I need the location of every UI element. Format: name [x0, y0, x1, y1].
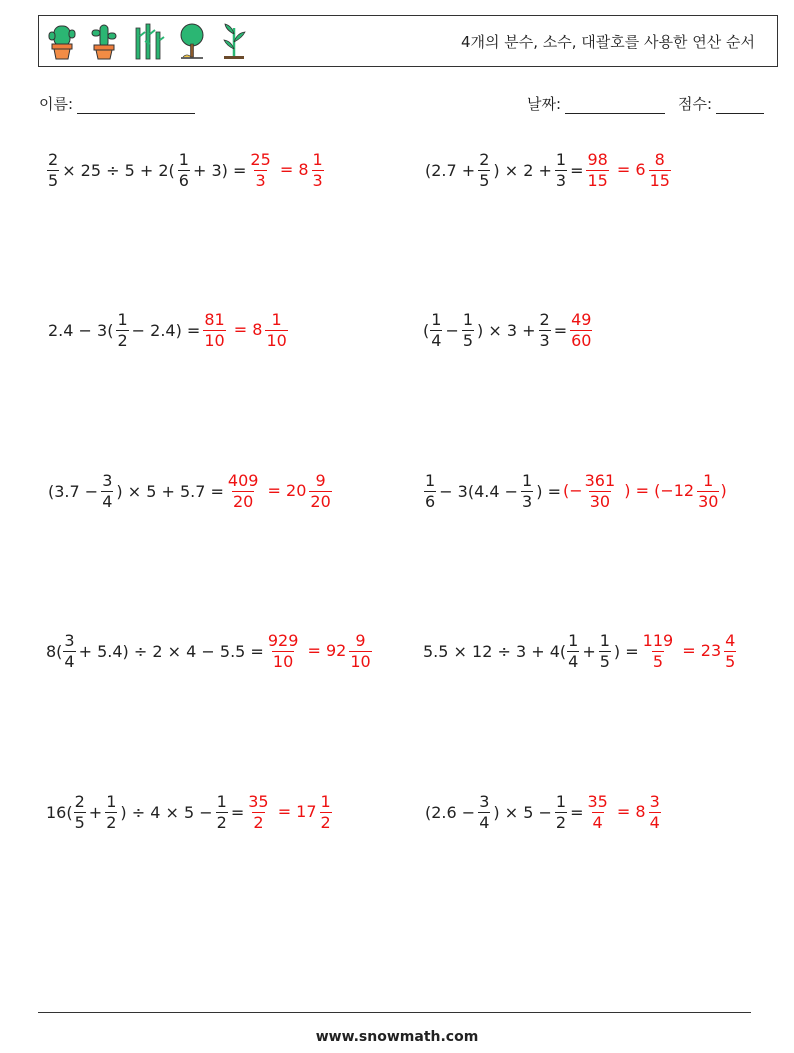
problem-8: [423, 626, 737, 676]
fraction: $\frac{1}{6}$: [178, 149, 189, 190]
date-field: [527, 93, 665, 114]
fraction: $\frac{1}{4}$: [431, 309, 442, 350]
expression-text: +: [582, 641, 596, 661]
tree-icon: [177, 22, 207, 60]
fraction: $\frac{3}{4}$: [64, 630, 75, 671]
fraction: $\frac{1}{4}$: [568, 630, 579, 671]
answer: $\frac{119}{5}$ = 23 $\frac{4}{5}$: [642, 630, 736, 671]
expression-text: + 3) =: [192, 160, 247, 180]
fraction: $\frac{1}{3}$: [522, 470, 533, 511]
name-field: [39, 93, 195, 114]
expression-text: =: [553, 320, 568, 340]
fraction: $\frac{1}{6}$: [425, 470, 436, 511]
fraction: $\frac{3}{4}$: [479, 791, 490, 832]
sprout-icon: [219, 22, 249, 60]
fraction: $\frac{3}{4}$: [102, 470, 113, 511]
name-label: 이름:: [39, 95, 74, 113]
expression-text: −: [445, 320, 459, 340]
icon-row: [47, 22, 249, 60]
problem-6: [423, 466, 727, 516]
worksheet-title: 4개의 분수, 소수, 대괄호를 사용한 연산 순서: [460, 33, 755, 51]
fraction: $\frac{1}{2}$: [555, 791, 567, 832]
date-label: 날짜:: [527, 95, 562, 113]
expression-text: =: [230, 802, 245, 822]
cactus-pot-icon: [89, 22, 119, 60]
expression-text: ) =: [613, 641, 639, 661]
expression-text: ) × 5 −: [493, 802, 552, 822]
score-field: [678, 93, 764, 114]
problem-3: [46, 305, 289, 355]
expression-text: − 3(4.4 −: [439, 481, 519, 501]
problem-10: [423, 787, 662, 837]
expression-text: (: [423, 320, 430, 340]
fraction: $\frac{2}{3}$: [539, 309, 550, 350]
expression-text: − 2.4) =: [131, 320, 201, 340]
fraction: $\frac{1}{3}$: [555, 149, 567, 190]
problem-7: [46, 626, 373, 676]
fraction: $\frac{2}{5}$: [479, 149, 490, 190]
expression-text: ) × 3 +: [477, 320, 536, 340]
expression-text: =: [570, 160, 584, 180]
expression-text: ) ÷ 4 × 5 −: [120, 802, 213, 822]
expression-text: 5.5 × 12 ÷ 3 + 4(: [423, 641, 567, 661]
answer: (− $\frac{361}{30}$ ) = (−12 $\frac{1}{30}$ ): [562, 470, 727, 511]
cactus-pot-icon: [47, 22, 77, 60]
expression-text: + 5.4) ÷ 2 × 4 − 5.5 =: [78, 641, 264, 661]
score-blank[interactable]: [716, 97, 764, 114]
fraction: $\frac{1}{5}$: [462, 309, 474, 350]
answer: $\frac{81}{10}$ = 8 $\frac{1}{10}$: [204, 309, 287, 350]
expression-text: (2.6 −: [425, 802, 476, 822]
expression-text: × 25 ÷ 5 + 2(: [62, 160, 175, 180]
bamboo-icon: [131, 22, 165, 60]
expression-text: (2.7 +: [425, 160, 476, 180]
answer: $\frac{929}{10}$ = 92 $\frac{9}{10}$: [267, 630, 371, 671]
fraction: $\frac{2}{5}$: [48, 149, 59, 190]
footer-url[interactable]: www.snowmath.com: [315, 1029, 479, 1045]
expression-text: =: [570, 802, 584, 822]
answer: $\frac{409}{20}$ = 20 $\frac{9}{20}$: [227, 470, 331, 511]
fraction: $\frac{1}{2}$: [106, 791, 117, 832]
expression-text: +: [88, 802, 103, 822]
worksheet-header: [38, 15, 778, 67]
problem-5: [46, 466, 333, 516]
name-blank[interactable]: [77, 97, 195, 114]
answer: $\frac{98}{15}$ = 6 $\frac{8}{15}$: [587, 149, 670, 190]
fraction: $\frac{1}{2}$: [216, 791, 227, 832]
score-label: 점수:: [678, 95, 713, 113]
fraction: $\frac{2}{5}$: [74, 791, 85, 832]
expression-text: (3.7 −: [48, 481, 99, 501]
answer: $\frac{35}{4}$ = 8 $\frac{3}{4}$: [587, 791, 660, 832]
problem-4: [423, 305, 593, 355]
date-blank[interactable]: [565, 97, 665, 114]
fraction: $\frac{1}{5}$: [599, 630, 610, 671]
problem-2: [423, 145, 672, 195]
answer: $\frac{25}{3}$ = 8 $\frac{1}{3}$: [250, 149, 323, 190]
footer-divider: [38, 1012, 751, 1013]
answer: $\frac{35}{2}$ = 17 $\frac{1}{2}$: [248, 791, 331, 832]
expression-text: ) × 5 + 5.7 =: [116, 481, 224, 501]
expression-text: 16(: [46, 802, 73, 822]
expression-text: ) =: [536, 481, 561, 501]
expression-text: 2.4 − 3(: [48, 320, 114, 340]
problem-9: [46, 787, 333, 837]
expression-text: 8(: [46, 641, 63, 661]
answer: $\frac{49}{60}$: [571, 309, 592, 350]
fraction: $\frac{1}{2}$: [117, 309, 128, 350]
problem-1: [46, 145, 325, 195]
expression-text: ) × 2 +: [493, 160, 552, 180]
